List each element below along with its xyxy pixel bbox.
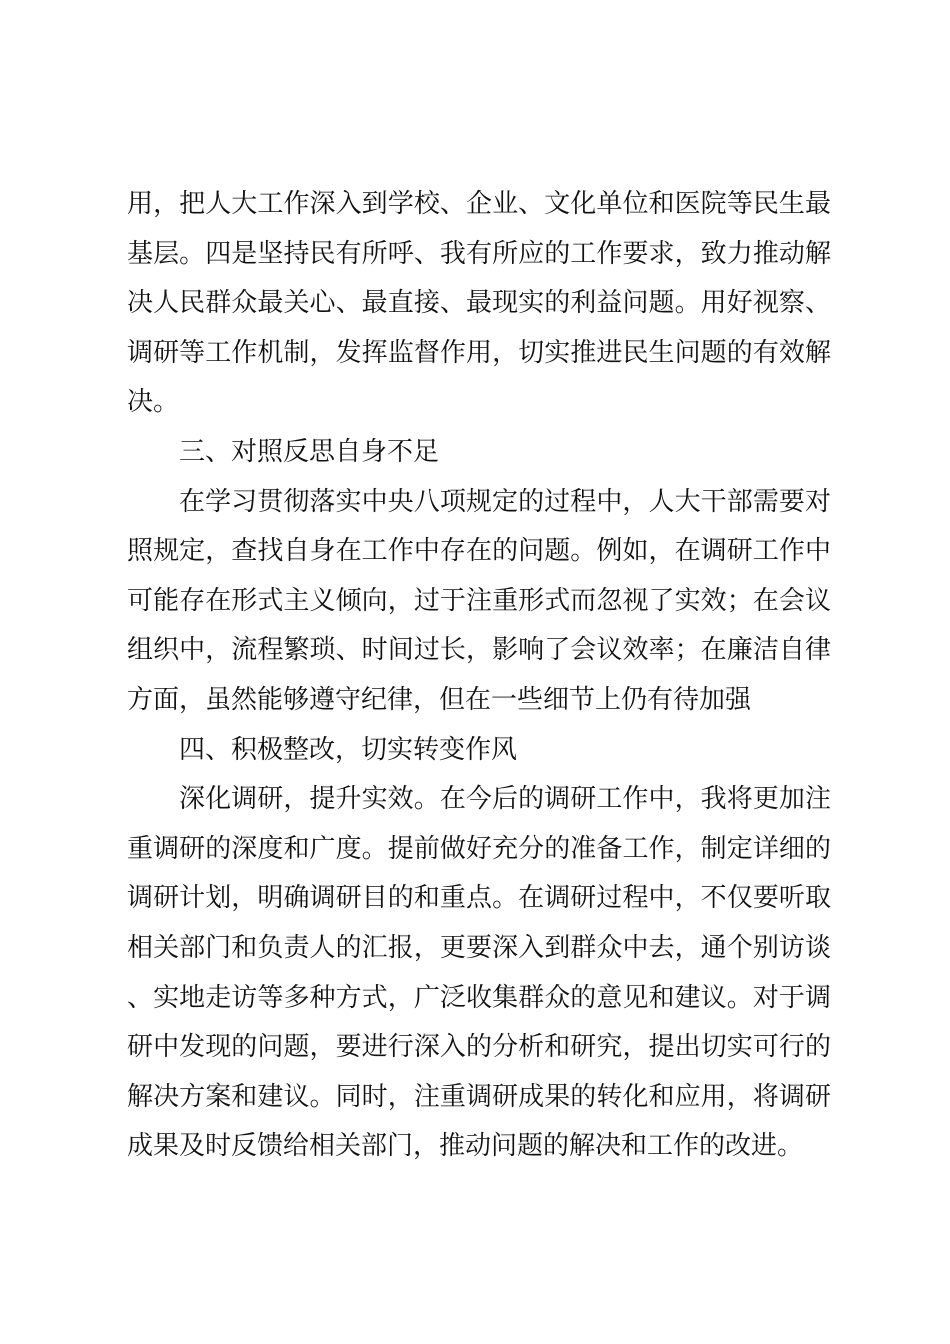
section-heading-three: 三、对照反思自身不足 — [179, 436, 440, 467]
paragraph-self-reflection: 在学习贯彻落实中央八项规定的过程中，人大干部需要对照规定，查找自身在工作中存在的问题。例如，在调研工作中可能存在形式主义倾向，过于注重形式而忽视了实效；在会议组织中，流程繁琐、时间过长，影响了会议效率；在廉洁自律方面，虽然能够遵守纪律，但在一些细节上仍有待加强 — [127, 486, 831, 715]
paragraph-rectification: 深化调研，提升实效。在今后的调研工作中，我将更加注重调研的深度和广度。提前做好充分的准备工作，制定详细的调研计划，明确调研目的和重点。在调研过程中，不仅要听取相关部门和负责人的汇报，更要深入到群众中去，通个别访谈、实地走访等多种方式，广泛收集群众的意见和建议。对于调研中发现的问题，要进行深入的分析和研究，提出切实可行的解决方案和建议。同时，注重调研成果的转化和应用，将调研成果及时反馈给相关部门，推动问题的解决和工作的改进。 — [127, 784, 831, 1162]
document-body — [127, 180, 831, 1172]
section-heading-four: 四、积极整改，切实转变作风 — [179, 734, 518, 765]
paragraph-continuation: 用，把人大工作深入到学校、企业、文化单位和医院等民生最基层。四是坚持民有所呼、我有所应的工作要求，致力推动解决人民群众最关心、最直接、最现实的利益问题。用好视察、调研等工作机制，发挥监督作用，切实推进民生问题的有效解决。 — [127, 189, 831, 418]
